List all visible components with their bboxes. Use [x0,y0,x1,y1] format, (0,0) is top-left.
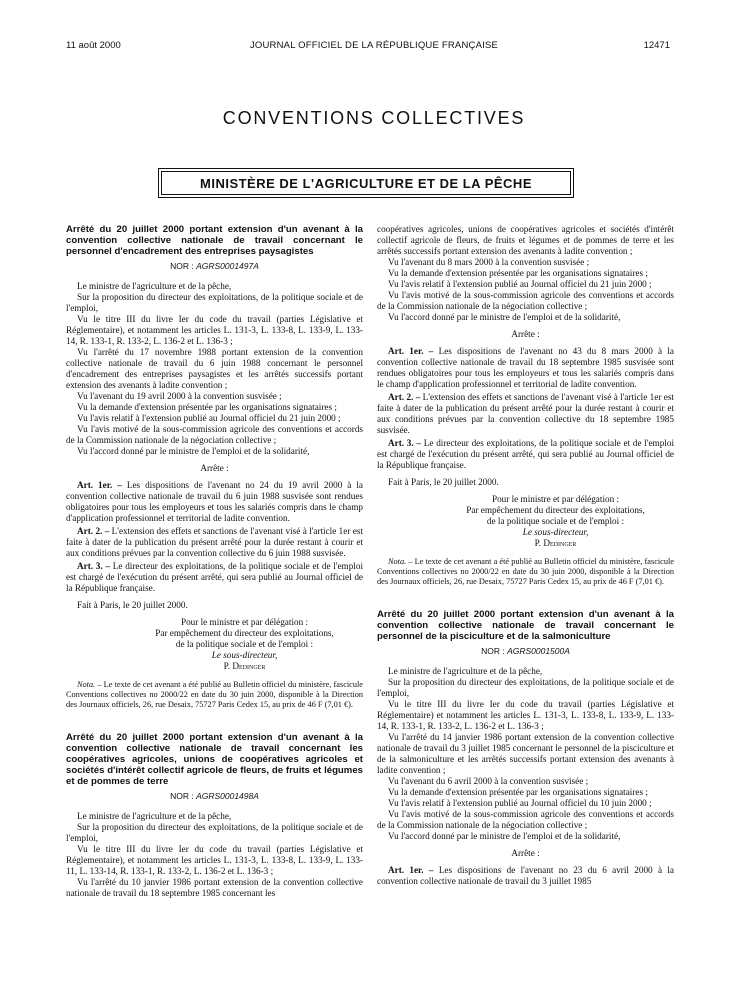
paragraph: Le ministre de l'agriculture et de la pêche, [77,810,232,821]
article [377,346,674,390]
page-number: 12471 [643,40,670,51]
article-text: Les dispositions de l'avenant no 43 du 8 mars 2000 à la convention collective nationale de travail du 18 septembre 1985 susvisée sont rendues obligatoires pour tous les employeurs et tous les salariés compris dans le champ d'application professionnel et territorial de ladite convention. [377,346,674,389]
article [66,526,363,559]
signature-line: de la politique sociale et de l'emploi : [175,638,314,649]
nota-text: Le texte de cet avenant a été publié au Bulletin officiel du ministère, fascicule Conventions collectives no 2000/22 en date du 30 juin 2000, disponible à la Direction des Journaux officiels, 26, rue Desaix, 75727 Paris Cedex 15, au prix de 46 F (7,01 €). [66,679,363,709]
paragraph: Vu l'avis motivé de la sous-commission agricole des conventions et accords de la Commission nationale de la négociation collective ; [377,808,674,830]
paragraph: Vu la demande d'extension présentée par les organisations signataires ; [388,268,648,278]
paragraph: Vu l'avis motivé de la sous-commission agricole des conventions et accords de la Commission nationale de la négociation collective ; [66,423,363,445]
signature-date: Fait à Paris, le 20 juillet 2000. [77,599,188,610]
article [66,480,363,524]
ministry-title: MINISTÈRE DE L'AGRICULTURE ET DE LA PÊCHE [161,171,571,195]
nota-label: Nota. – [77,679,102,689]
section-title: CONVENTIONS COLLECTIVES [222,108,526,128]
article-label: Art. 1er. – [388,346,434,356]
arrete-title: Arrêté du 20 juillet 2000 portant extension d'un avenant à la convention collective nationale de travail concernant les coopératives agricoles, unions de coopératives agricoles et sociétés d'intérêt collectif agricole de fleurs, de fruits et légumes et de pommes de terre [66,731,363,788]
arrete-heading: Arrête : [511,329,540,339]
article-text: L'extension des effets et sanctions de l'avenant visé à l'article 1er est faite à dater de la publication du présent arrêté pour la durée restant à courir et aux conditions prévues par la convention collective du 18 septembre 1985 susvisée. [377,392,674,435]
signature-block [66,617,363,672]
article-label: Art. 3. – [388,438,422,448]
arrete-cooperatives [66,732,363,899]
paragraph: Sur la proposition du directeur des exploitations, de la politique sociale et de l'emploi, [377,676,674,698]
article-label: Art. 2. – [388,392,421,402]
paragraph: Vu l'accord donné par le ministre de l'emploi et de la solidarité, [77,445,310,456]
article-text: Les dispositions de l'avenant no 24 du 19 avril 2000 à la convention collective nationale de travail du 6 juin 1988 susvisée sont rendues obligatoires pour tous les employeurs et tous les salariés compris dans le champ d'application professionnel et territorial de ladite convention. [66,479,363,523]
paragraph: Vu l'avenant du 6 avril 2000 à la convention susvisée ; [388,775,589,786]
article [66,561,363,594]
nor-code: AGRS0001497A [196,260,259,271]
nor-reference [66,791,363,802]
paragraph: Vu l'avis relatif à l'extension publié au Journal officiel du 10 juin 2000 ; [388,797,652,808]
nor-reference [66,261,363,272]
nor-label: NOR : [170,790,194,801]
signature-block [377,494,674,549]
signature-line: Par empêchement du directeur des exploitations, [466,505,645,515]
nor-code: AGRS0001498A [196,790,259,801]
paragraph: Sur la proposition du directeur des exploitations, de la politique sociale et de l'emploi, [66,291,363,313]
signatory-name: P. Dedinger [223,660,266,671]
signature-line: Pour le ministre et par délégation : [491,494,620,504]
nota [66,680,363,710]
paragraph: Vu le titre III du livre Ier du code du travail (parties Législative et Réglementaire), et notamment les articles L. 131-3, L. 133-8, L. 133-9, L. 133-14, R. 133-1, R. 133-2, L. 136-2 et L. 136-3 ; [66,313,363,346]
article [377,438,674,471]
paragraph: Vu l'arrêté du 10 janvier 1986 portant extension de la convention collective nationale de travail du 18 septembre 1985 concernant les [66,876,363,898]
arrete-cooperatives-continued [377,224,674,587]
paragraph: Vu l'avis motivé de la sous-commission agricole des conventions et accords de la Commission nationale de la négociation collective ; [377,290,674,311]
paragraph: Vu l'arrêté du 17 novembre 1988 portant extension de la convention collective nationale de travail du 6 juin 1988 concernant le personnel d'encadrement des entreprises paysagistes et les arrêtés successifs portant extension des avenants à ladite convention ; [66,346,363,390]
header-date: 11 août 2000 [66,40,121,51]
paragraph: Vu le titre III du livre Ier du code du travail (parties Législative et Réglementaire), et notamment les articles L. 131-3, L. 133-8, L. 133-9, L. 133-11, L. 133-14, R. 133-1, R. 133-2, L. 136-2 et L. 136-3 ; [66,843,363,876]
arrete-heading: Arrête : [511,847,540,858]
arrete-title: Arrêté du 20 juillet 2000 portant extension d'un avenant à la convention collective nationale de travail concernant le personnel d'encadrement des entreprises paysagistes [66,224,363,258]
signature-line: de la politique sociale et de l'emploi : [486,516,625,526]
article-text: Les dispositions de l'avenant no 23 du 6 avril 2000 à la convention collective nationale de travail du 3 juillet 1985 [377,864,674,886]
nor-label: NOR : [170,260,194,271]
paragraph: Vu la demande d'extension présentée par les organisations signataires ; [77,401,337,412]
paragraph: coopératives agricoles, unions de coopératives agricoles et sociétés d'intérêt collectif agricole de fleurs, de fruits et légumes et de pommes de terre et les arrêtés successifs portant extension des avenants à ladite convention ; [377,224,674,256]
signature-line: Pour le ministre et par délégation : [180,616,309,627]
arrete-pisciculture [377,609,674,887]
paragraph: Vu l'avenant du 8 mars 2000 à la convention susvisée ; [388,257,590,267]
signatory-role: Le sous-directeur, [211,649,278,660]
nor-label: NOR : [481,645,505,656]
arrete-heading: Arrête : [200,462,229,473]
paragraph: Vu l'avenant du 19 avril 2000 à la convention susvisée ; [77,390,282,401]
nota-label: Nota. – [388,557,413,566]
article-text: L'extension des effets et sanctions de l'avenant visé à l'article 1er est faite à dater de la publication du présent arrêté pour la durée restant à courir et aux conditions prévues par la convention collective du 6 juin 1988 susvisée. [66,525,363,558]
article-text: Le directeur des exploitations, de la politique sociale et de l'emploi est chargé de l'exécution du présent arrêté, qui sera publié au Journal officiel de la République française. [377,438,674,470]
paragraph: Vu l'avis relatif à l'extension publié au Journal officiel du 21 juin 2000 ; [77,412,341,423]
paragraph: Vu la demande d'extension présentée par les organisations signataires ; [388,786,648,797]
nor-code: AGRS0001500A [507,645,570,656]
arrete-paysagistes [66,224,363,710]
article [377,865,674,887]
paragraph: Le ministre de l'agriculture et de la pêche, [388,665,543,676]
right-column [377,224,674,889]
signatory-role: Le sous-directeur, [522,527,589,537]
paragraph: Vu l'arrêté du 14 janvier 1986 portant extension de la convention collective nationale de travail du 3 juillet 1985 concernant le personnel de la pisciculture et de la salmoniculture et les arrêtés successifs portant extension des avenants à ladite convention ; [377,731,674,775]
paragraph: Vu l'accord donné par le ministre de l'emploi et de la solidarité, [388,312,621,322]
article [377,392,674,436]
article-label: Art. 1er. – [388,864,434,875]
article-label: Art. 1er. – [77,479,122,490]
article-text: Le directeur des exploitations, de la politique sociale et de l'emploi est chargé de l'exécution du présent arrêté, qui sera publié au Journal officiel de la République française. [66,560,363,593]
signature-line: Par empêchement du directeur des exploitations, [155,627,334,638]
nota [377,557,674,587]
article-label: Art. 3. – [77,560,111,571]
signatory-name: P. Dedinger [534,538,577,548]
article-label: Art. 2. – [77,525,110,536]
journal-title: JOURNAL OFFICIEL DE LA RÉPUBLIQUE FRANÇAISE [249,40,499,51]
nor-reference [377,646,674,657]
paragraph: Vu l'avis relatif à l'extension publié au Journal officiel du 21 juin 2000 ; [388,279,652,289]
ministry-box [158,168,574,198]
paragraph: Sur la proposition du directeur des exploitations, de la politique sociale et de l'emploi, [66,821,363,843]
paragraph: Vu le titre III du livre Ier du code du travail (parties Législative et Réglementaire) et notamment les articles L. 131-3, L. 133-8, L. 133-9, L. 133-14, R. 133-1, R. 133-2, L. 136-2 et L. 136-3 ; [377,698,674,731]
nota-text: Le texte de cet avenant a été publié au Bulletin officiel du ministère, fascicule Conventions collectives no 2000/22 en date du 30 juin 2000, disponible à la Direction des Journaux officiels, 26, rue Desaix, 75727 Paris Cedex 15, au prix de 46 F (7,01 €). [377,557,674,586]
arrete-title: Arrêté du 20 juillet 2000 portant extension d'un avenant à la convention collective nationale de travail concernant le personnel de la pisciculture et de la salmoniculture [377,609,674,643]
left-column [66,224,363,899]
paragraph: Le ministre de l'agriculture et de la pêche, [77,280,232,291]
signature-date: Fait à Paris, le 20 juillet 2000. [388,477,499,487]
paragraph: Vu l'accord donné par le ministre de l'emploi et de la solidarité, [388,830,621,841]
